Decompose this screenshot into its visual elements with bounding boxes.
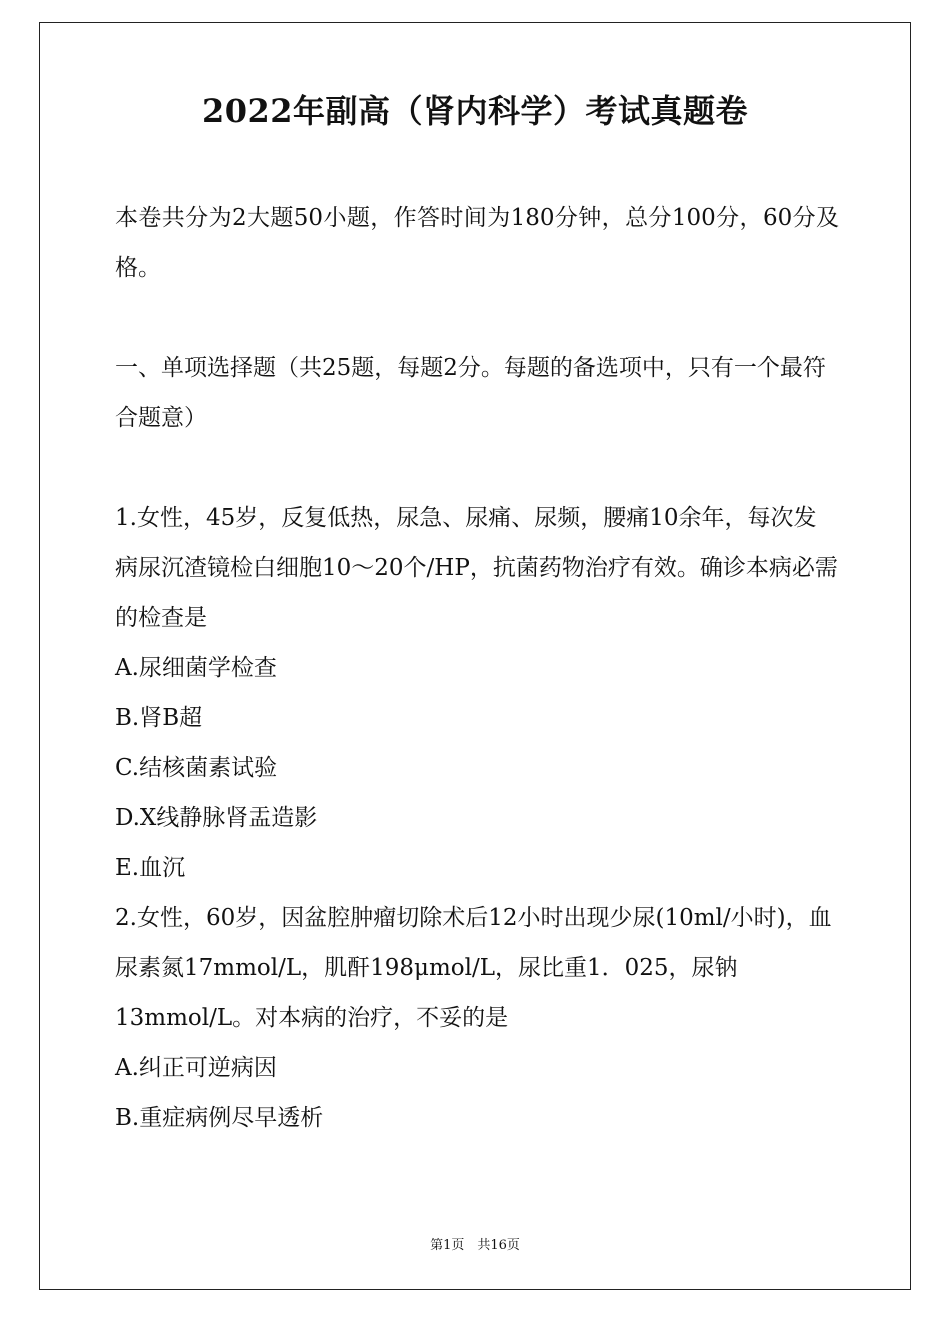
question-stem: 1.女性，45岁，反复低热，尿急、尿痛、尿频，腰痛10余年，每次发病尿沉渣镜检白细胞10～20个/HP，抗菌药物治疗有效。确诊本病必需的检查是 [115,505,838,631]
section-heading: 一、单项选择题（共25题，每题2分。每题的备选项中，只有一个最符合题意） [115,355,826,431]
question-option: D.X线静脉肾盂造影 [115,805,318,831]
question-option: C.结核菌素试验 [115,755,278,781]
question-stem: 2.女性，60岁，因盆腔肿瘤切除术后12小时出现少尿(10ml/小时)，血尿素氮17mmol/L，肌酐198μmol/L，尿比重1．025，尿钠13mmol/L。对本病的治疗，不妥的是 [115,905,832,1031]
question-option: B.重症病例尽早透析 [115,1105,324,1131]
exam-intro: 本卷共分为2大题50小题，作答时间为180分钟，总分100分，60分及格。 [115,205,839,281]
document-body [115,193,839,1143]
question-option: E.血沉 [115,855,186,881]
page-title: 2022年副高（肾内科学）考试真题卷 [201,92,749,130]
question-2 [115,893,839,1143]
page-footer: 第1页 共16页 [430,1238,520,1253]
question-1 [115,493,839,893]
question-option: A.纠正可逆病因 [115,1055,277,1081]
question-option: A.尿细菌学检查 [115,655,277,681]
question-option: B.肾B超 [115,705,203,731]
